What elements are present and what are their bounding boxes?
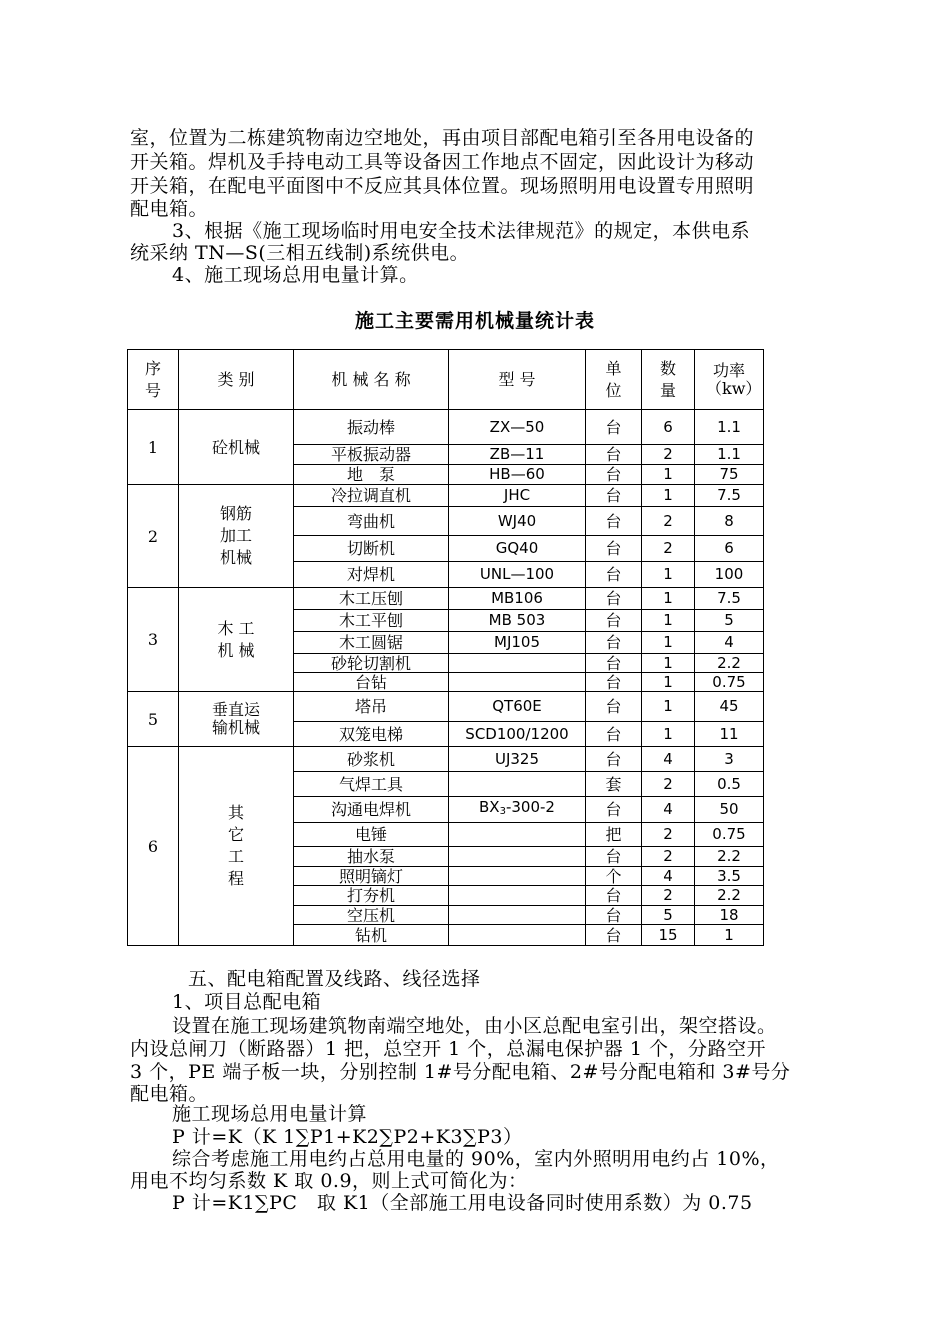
cell-name: 沟通电焊机 xyxy=(294,797,449,823)
cell-power: 1.1 xyxy=(695,445,764,465)
cell-unit: 台 xyxy=(586,536,642,562)
cell-power: 6 xyxy=(695,536,764,562)
cell-seq: 6 xyxy=(128,747,179,946)
formula-line: P 计=K1∑PC 取 K1（全部施工用电设备同时使用系数）为 0.75 xyxy=(172,1192,753,1214)
paragraph-line: 用电不均匀系数 K 取 0.9，则上式可简化为： xyxy=(130,1170,528,1192)
cell-seq: 2 xyxy=(128,485,179,588)
cell-name: 砂浆机 xyxy=(294,747,449,772)
cell-name: 木工平刨 xyxy=(294,610,449,632)
cell-qty: 2 xyxy=(642,536,695,562)
cell-unit: 台 xyxy=(586,445,642,465)
cell-power: 0.75 xyxy=(695,673,764,692)
cell-qty: 4 xyxy=(642,867,695,886)
cell-name: 双笼电梯 xyxy=(294,722,449,747)
cell-model: QT60E xyxy=(449,692,586,722)
cell-unit: 台 xyxy=(586,906,642,925)
cell-qty: 1 xyxy=(642,588,695,610)
table-row xyxy=(128,588,764,610)
cell-category: 垂直运输机械 xyxy=(179,692,294,747)
paragraph-line: 统采纳 TN—S(三相五线制)系统供电。 xyxy=(130,242,470,264)
cell-category: 其它工程 xyxy=(179,747,294,946)
paragraph-line: 开关箱。焊机及手持电动工具等设备因工作地点不固定，因此设计为移动 xyxy=(130,151,755,173)
cell-power: 3.5 xyxy=(695,867,764,886)
cell-seq: 5 xyxy=(128,692,179,747)
section-heading: 五、配电箱配置及线路、线径选择 xyxy=(188,968,481,990)
table-row xyxy=(128,410,764,445)
cell-name: 砂轮切割机 xyxy=(294,654,449,673)
paragraph-line: 综合考虑施工用电约占总用电量的 90%，室内外照明用电约占 10%， xyxy=(172,1148,780,1170)
cell-power: 7.5 xyxy=(695,485,764,507)
cell-power: 75 xyxy=(695,465,764,485)
cell-model: $BX_3-300-2$ xyxy=(449,797,586,823)
cell-power: 0.75 xyxy=(695,823,764,847)
cell-model xyxy=(449,906,586,925)
cell-unit: 台 xyxy=(586,673,642,692)
cell-name: 振动棒 xyxy=(294,410,449,445)
table-title: 施工主要需用机械量统计表 xyxy=(354,310,595,332)
cell-unit: 台 xyxy=(586,692,642,722)
cell-name: 抽水泵 xyxy=(294,847,449,867)
cell-qty: 2 xyxy=(642,886,695,906)
cell-name: 地 泵 xyxy=(294,465,449,485)
paragraph-line: 配电箱。 xyxy=(130,198,209,220)
paragraph-line: 施工现场总用电量计算 xyxy=(172,1103,368,1125)
header-model: 型 号 xyxy=(449,350,586,410)
cell-model: HB—60 xyxy=(449,465,586,485)
cell-name: 台钻 xyxy=(294,673,449,692)
cell-name: 钻机 xyxy=(294,925,449,946)
table-header-row xyxy=(128,350,764,410)
table-row xyxy=(128,747,764,772)
header-category: 类 别 xyxy=(179,350,294,410)
cell-power: 45 xyxy=(695,692,764,722)
cell-unit: 台 xyxy=(586,485,642,507)
cell-qty: 4 xyxy=(642,747,695,772)
cell-unit: 台 xyxy=(586,722,642,747)
cell-name: 木工压刨 xyxy=(294,588,449,610)
cell-power: 2.2 xyxy=(695,886,764,906)
cell-power: 11 xyxy=(695,722,764,747)
cell-unit: 把 xyxy=(586,823,642,847)
header-qty: 数量 xyxy=(642,350,695,410)
cell-qty: 1 xyxy=(642,485,695,507)
cell-power: 18 xyxy=(695,906,764,925)
cell-power: 7.5 xyxy=(695,588,764,610)
cell-unit: 台 xyxy=(586,797,642,823)
cell-model xyxy=(449,772,586,797)
cell-model xyxy=(449,925,586,946)
cell-power: 2.2 xyxy=(695,847,764,867)
cell-model: ZB—11 xyxy=(449,445,586,465)
header-unit: 单位 xyxy=(586,350,642,410)
cell-unit: 台 xyxy=(586,847,642,867)
cell-seq: 3 xyxy=(128,588,179,692)
cell-model xyxy=(449,673,586,692)
cell-model: MB 503 xyxy=(449,610,586,632)
cell-unit: 台 xyxy=(586,925,642,946)
cell-power: 5 xyxy=(695,610,764,632)
paragraph-line: 3 个，PE 端子板一块，分别控制 1#号分配电箱、2#号分配电箱和 3#号分 xyxy=(130,1061,791,1083)
cell-unit: 台 xyxy=(586,632,642,654)
cell-power: 1.1 xyxy=(695,410,764,445)
cell-model: GQ40 xyxy=(449,536,586,562)
cell-power: 0.5 xyxy=(695,772,764,797)
cell-unit: 台 xyxy=(586,507,642,536)
cell-name: 打夯机 xyxy=(294,886,449,906)
cell-qty: 2 xyxy=(642,507,695,536)
cell-qty: 2 xyxy=(642,772,695,797)
cell-unit: 台 xyxy=(586,654,642,673)
cell-name: 木工圆锯 xyxy=(294,632,449,654)
cell-name: 切断机 xyxy=(294,536,449,562)
cell-model: MB106 xyxy=(449,588,586,610)
cell-power: 100 xyxy=(695,562,764,588)
cell-qty: 5 xyxy=(642,906,695,925)
cell-qty: 15 xyxy=(642,925,695,946)
cell-category: 木 工 机 械 xyxy=(179,588,294,692)
cell-model: MJ105 xyxy=(449,632,586,654)
cell-qty: 6 xyxy=(642,410,695,445)
paragraph-line: 配电箱。 xyxy=(130,1083,209,1105)
cell-name: 弯曲机 xyxy=(294,507,449,536)
cell-qty: 1 xyxy=(642,692,695,722)
cell-unit: 台 xyxy=(586,610,642,632)
header-power: 功率（kw） xyxy=(695,350,764,410)
cell-power: 8 xyxy=(695,507,764,536)
cell-qty: 1 xyxy=(642,654,695,673)
cell-unit: 台 xyxy=(586,562,642,588)
paragraph-line: 室，位置为二栋建筑物南边空地处，再由项目部配电箱引至各用电设备的 xyxy=(130,127,755,149)
cell-qty: 4 xyxy=(642,797,695,823)
cell-model: WJ40 xyxy=(449,507,586,536)
cell-name: 对焊机 xyxy=(294,562,449,588)
cell-qty: 1 xyxy=(642,610,695,632)
subsection-heading: 1、项目总配电箱 xyxy=(172,991,322,1013)
cell-power: 3 xyxy=(695,747,764,772)
cell-model: ZX—50 xyxy=(449,410,586,445)
cell-power: 2.2 xyxy=(695,654,764,673)
paragraph-line: 内设总闸刀（断路器）1 把，总空开 1 个，总漏电保护器 1 个，分路空开 xyxy=(130,1038,766,1060)
cell-category: 砼机械 xyxy=(179,410,294,485)
header-name: 机 械 名 称 xyxy=(294,350,449,410)
cell-model xyxy=(449,847,586,867)
cell-power: 1 xyxy=(695,925,764,946)
cell-unit: 台 xyxy=(586,588,642,610)
cell-unit: 台 xyxy=(586,465,642,485)
table-row xyxy=(128,485,764,507)
cell-seq: 1 xyxy=(128,410,179,485)
cell-name: 平板振动器 xyxy=(294,445,449,465)
cell-qty: 2 xyxy=(642,847,695,867)
cell-qty: 1 xyxy=(642,562,695,588)
cell-unit: 台 xyxy=(586,747,642,772)
cell-unit: 套 xyxy=(586,772,642,797)
cell-qty: 1 xyxy=(642,632,695,654)
cell-qty: 1 xyxy=(642,722,695,747)
cell-name: 照明镝灯 xyxy=(294,867,449,886)
cell-name: 冷拉调直机 xyxy=(294,485,449,507)
paragraph-line: 开关箱，在配电平面图中不反应其具体位置。现场照明用电设置专用照明 xyxy=(130,175,755,197)
cell-model: UNL—100 xyxy=(449,562,586,588)
cell-qty: 2 xyxy=(642,823,695,847)
cell-model: UJ325 xyxy=(449,747,586,772)
cell-model: SCD100/1200 xyxy=(449,722,586,747)
paragraph-line: 4、施工现场总用电量计算。 xyxy=(172,264,419,286)
cell-name: 空压机 xyxy=(294,906,449,925)
cell-model xyxy=(449,867,586,886)
cell-qty: 2 xyxy=(642,445,695,465)
cell-unit: 个 xyxy=(586,867,642,886)
machinery-table xyxy=(127,349,764,946)
cell-model xyxy=(449,886,586,906)
cell-power: 4 xyxy=(695,632,764,654)
cell-power: 50 xyxy=(695,797,764,823)
cell-unit: 台 xyxy=(586,410,642,445)
cell-unit: 台 xyxy=(586,886,642,906)
table-row xyxy=(128,692,764,722)
cell-qty: 1 xyxy=(642,465,695,485)
cell-name: 气焊工具 xyxy=(294,772,449,797)
paragraph-line: 3、根据《施工现场临时用电安全技术法律规范》的规定，本供电系 xyxy=(172,220,751,242)
cell-category: 钢筋加工机械 xyxy=(179,485,294,588)
header-seq: 序号 xyxy=(128,350,179,410)
cell-model xyxy=(449,823,586,847)
cell-qty: 1 xyxy=(642,673,695,692)
formula-line: P 计=K（K 1∑P1+K2∑P2+K3∑P3） xyxy=(172,1126,523,1148)
cell-model xyxy=(449,654,586,673)
cell-model: JHC xyxy=(449,485,586,507)
paragraph-line: 设置在施工现场建筑物南端空地处，由小区总配电室引出，架空搭设。 xyxy=(172,1015,777,1037)
cell-name: 塔吊 xyxy=(294,692,449,722)
cell-name: 电锤 xyxy=(294,823,449,847)
